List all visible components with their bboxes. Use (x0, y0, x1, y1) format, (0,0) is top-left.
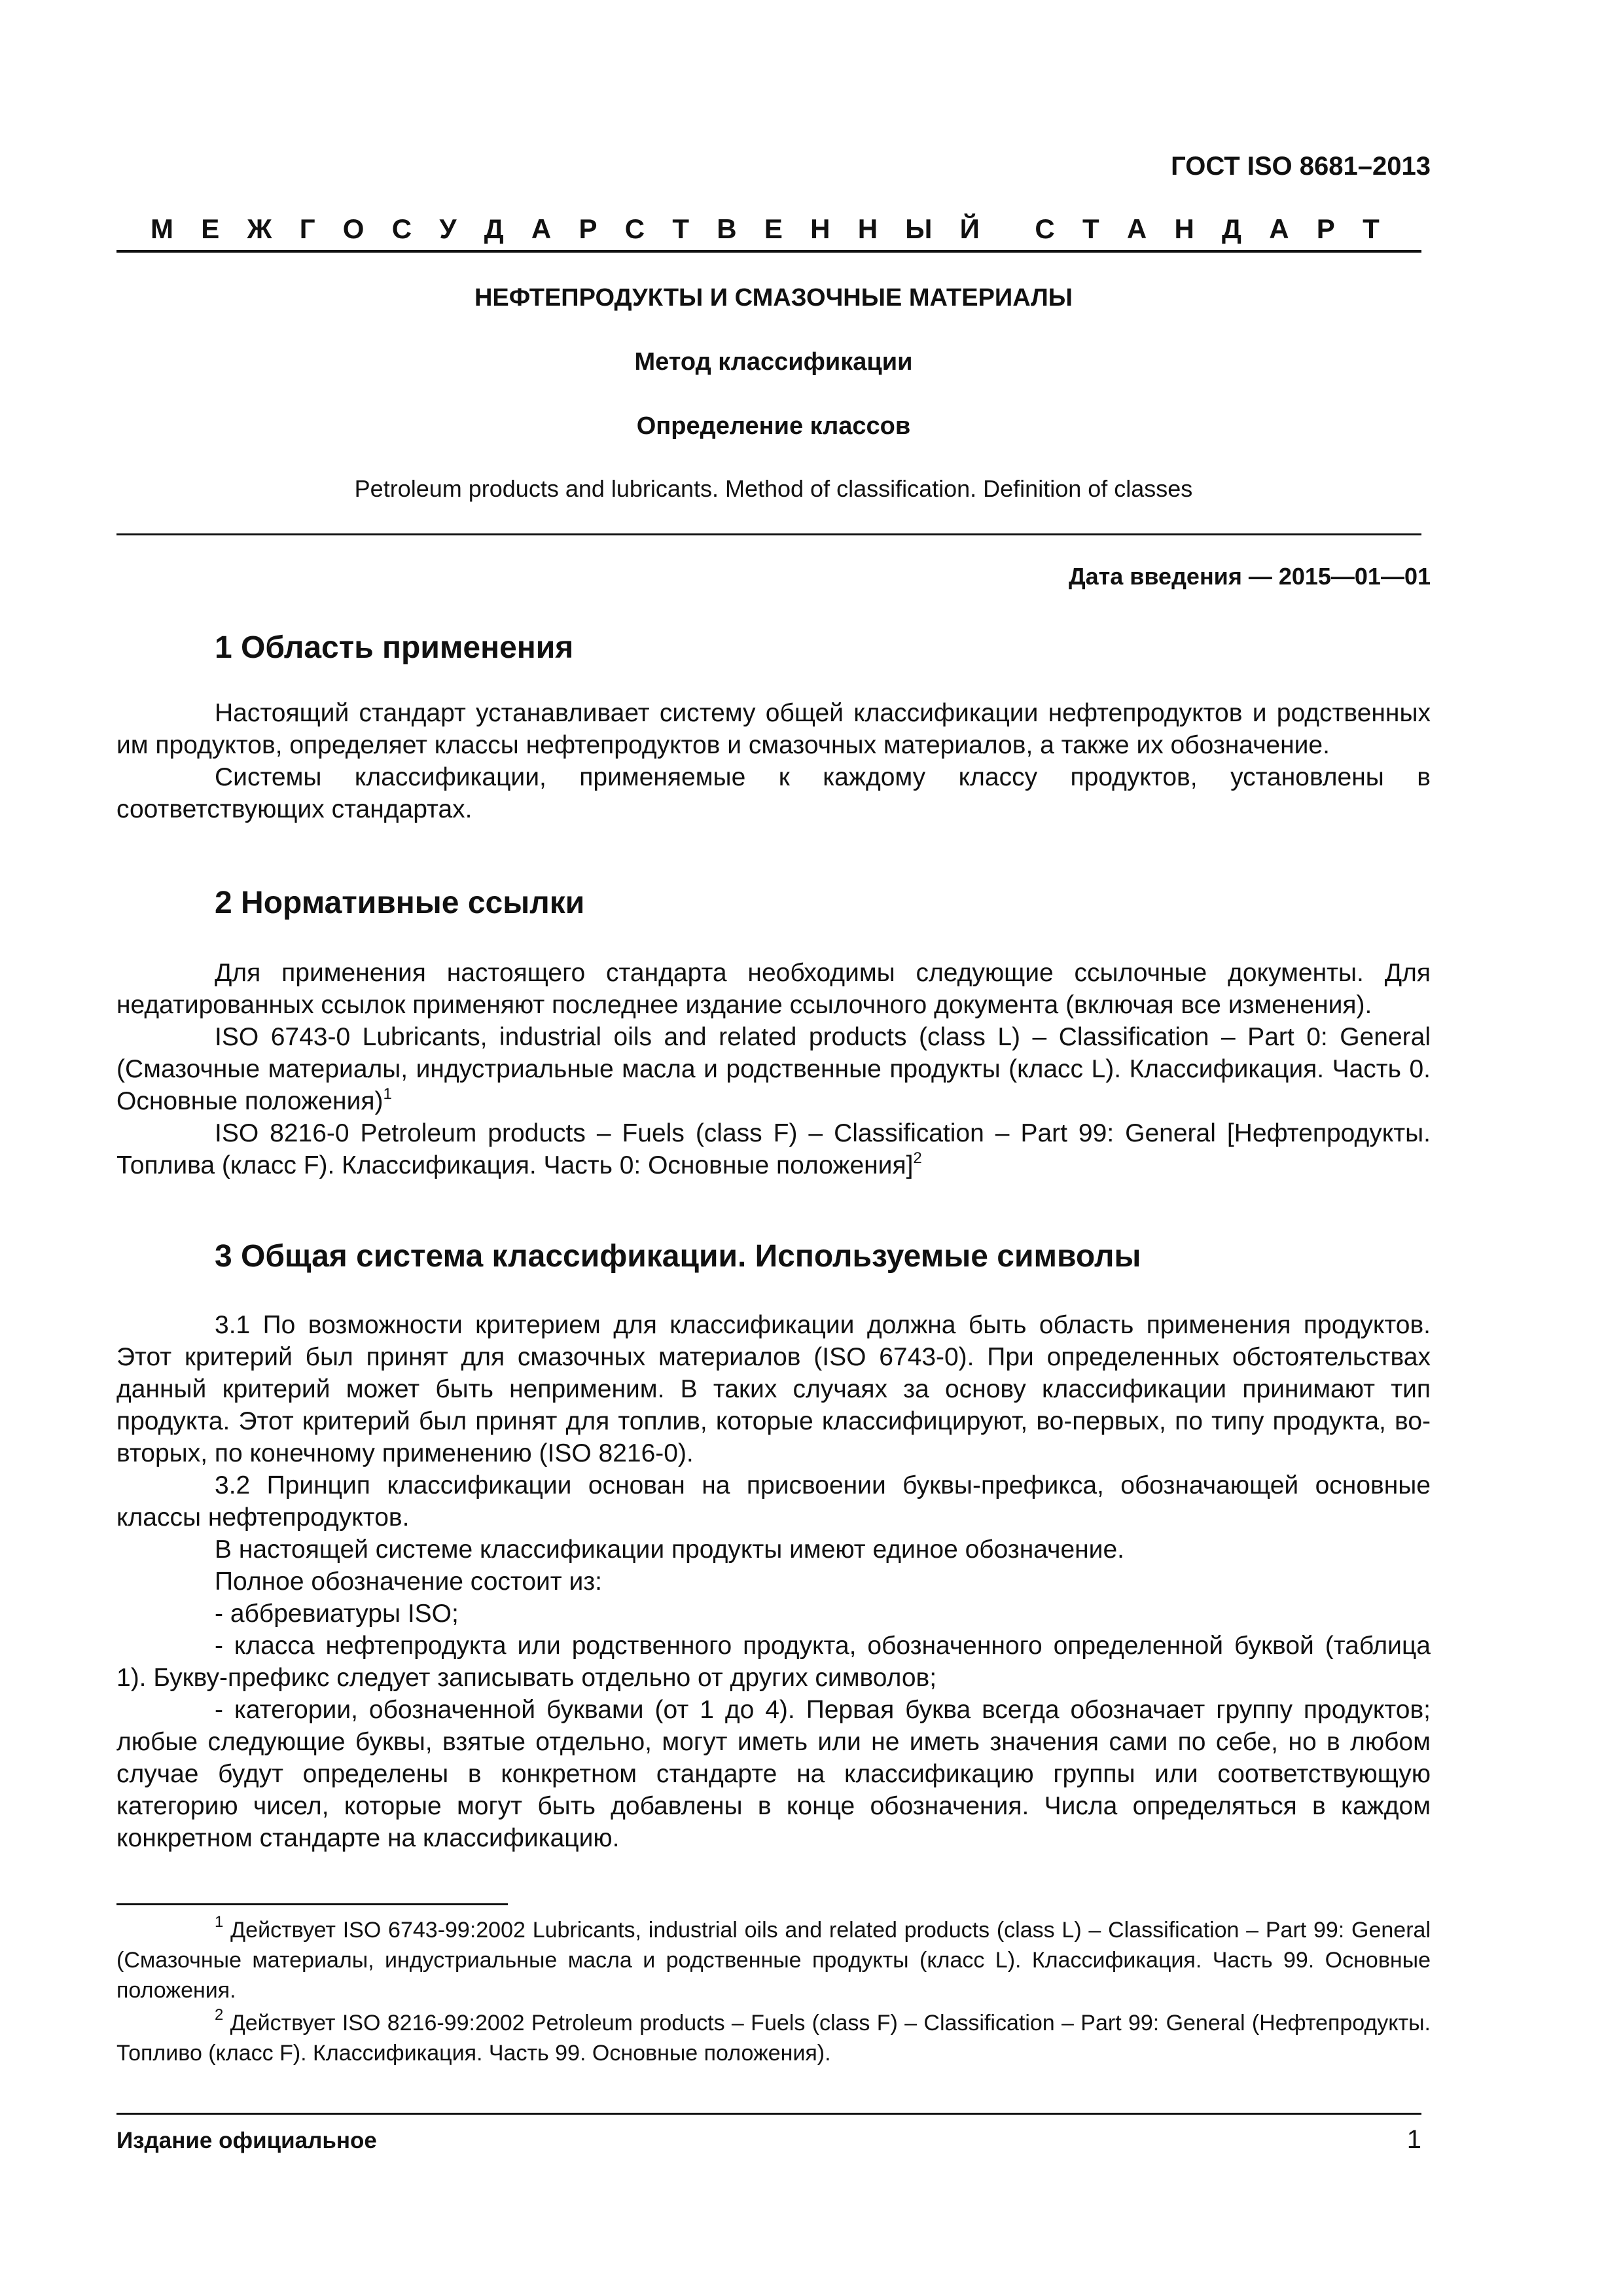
list-item: - категории, обозначенной буквами (от 1 до 4). Первая буква всегда обозначает группу продуктов; любые следующие буквы, взятые отдельно, могут иметь или не иметь значения сами по себе, но в любом случае будут определены в конкретном стандарте на классификацию группы или соответствующую категорию чисел, которые могут быть добавлены в конце обозначения. Числа определяться в каждом конкретном стандарте на классификацию. (116, 1696, 1431, 1852)
introduction-date: Дата введения — 2015—01—01 (1068, 563, 1431, 590)
banner-letter: Е (201, 213, 220, 244)
list-item: - класса нефтепродукта или родственного продукта, обозначенного определенной буквой (таблица 1). Букву-префикс следует записывать отдельно от других символов; (116, 1632, 1431, 1692)
footnote (116, 1915, 1431, 2005)
banner-letter: Й (959, 213, 980, 244)
banner-letter: С (391, 213, 412, 244)
reference-item (116, 1021, 1431, 1117)
page-number: 1 (1406, 2125, 1421, 2154)
footnote (116, 2008, 1431, 2068)
standard-banner (116, 213, 1431, 245)
footnote-divider (116, 1903, 508, 1905)
banner-letter: А (531, 213, 552, 244)
section-heading-references: 2 Нормативные ссылки (215, 886, 585, 920)
paragraph: Полное обозначение состоит из: (215, 1568, 602, 1596)
banner-letter: Г (299, 213, 315, 244)
page-footer (116, 2125, 1421, 2155)
reference-text: ISO 8216-0 Petroleum products – Fuels (class F) – Classification – Part 99: General [Нефтепродукты. Топлива (класс F). Классификация. Часть 0: Основные положения] (116, 1119, 1431, 1179)
banner-letter: Т (672, 213, 689, 244)
paragraph: Настоящий стандарт устанавливает систему общей классификации нефтепродуктов и родственных им продуктов, определяет классы нефтепродуктов и смазочных материалов, а также их обозначение. (116, 699, 1431, 759)
section-body-references (116, 957, 1431, 1181)
document-code: ГОСТ ISO 8681–2013 (1171, 152, 1431, 181)
banner-letter: А (1126, 213, 1147, 244)
section-heading-classification: 3 Общая система классификации. Используемые символы (215, 1239, 1141, 1274)
banner-letter: М (151, 213, 173, 244)
banner-letter: Е (764, 213, 783, 244)
banner-letter: В (717, 213, 737, 244)
footnote-mark: 2 (913, 1149, 922, 1167)
banner-letter: Н (1174, 213, 1194, 244)
footnote-number: 1 (215, 1913, 224, 1931)
banner-letter: Д (1222, 213, 1241, 244)
header-divider (116, 250, 1421, 253)
document-subtitle-2: Определение классов (636, 412, 911, 440)
footnote-number: 2 (215, 2006, 224, 2024)
document-subtitle: Метод классификации (634, 348, 913, 376)
list-item: - аббревиатуры ISO; (215, 1600, 459, 1628)
paragraph: В настоящей системе классификации продукты имеют единое обозначение. (215, 1535, 1124, 1564)
banner-letter: С (624, 213, 645, 244)
banner-letter: Т (1082, 213, 1099, 244)
banner-letter: Р (579, 213, 597, 244)
banner-letter: О (342, 213, 365, 244)
document-page (116, 0, 1431, 2296)
section-body-classification (116, 1309, 1431, 1854)
banner-letter: Д (484, 213, 504, 244)
banner-letter: Р (1316, 213, 1335, 244)
banner-letter: Т (1363, 213, 1380, 244)
paragraph: 3.1 По возможности критерием для классификации должна быть область применения продуктов. Этот критерий был принят для смазочных материалов (ISO 6743-0). При определенных обстоятельствах данный критерий может быть неприменим. В таких случаях за основу классификации принимают тип продукта. Этот критерий был принят для топлив, которые классифицируют, во-первых, по типу продукта, во-вторых, по конечному применению (ISO 8216-0). (116, 1311, 1431, 1467)
footnote-mark: 1 (383, 1085, 392, 1103)
reference-text: ISO 6743-0 Lubricants, industrial oils and related products (class L) – Classification – Part 0: General (Смазочные материалы, индустриальные масла и родственные продукты (класс L). Классификация. Часть 0. Основные положения) (116, 1023, 1431, 1115)
footnote-text: Действует ISO 6743-99:2002 Lubricants, industrial oils and related products (class L) – Classification – Part 99: General (Смазочные материалы, индустриальные масла и родственные продукты (класс L). Классификация. Часть 99. Основные положения. (116, 1918, 1431, 2003)
banner-letter: Н (810, 213, 830, 244)
document-title: НЕФТЕПРОДУКТЫ И СМАЗОЧНЫЕ МАТЕРИАЛЫ (474, 284, 1073, 312)
banner-letter: Н (857, 213, 878, 244)
banner-letter: А (1269, 213, 1289, 244)
english-title: Petroleum products and lubricants. Method of classification. Definition of classes (354, 475, 1193, 502)
edition-label: Издание официальное (116, 2128, 377, 2153)
reference-item (116, 1117, 1431, 1181)
footer-divider (116, 2113, 1421, 2115)
paragraph: Системы классификации, применяемые к каждому классу продуктов, установлены в соответствующих стандартах. (116, 763, 1431, 823)
section-body-scope (116, 697, 1431, 825)
title-divider (116, 533, 1421, 535)
paragraph: 3.2 Принцип классификации основан на присвоении буквы-префикса, обозначающей основные классы нефтепродуктов. (116, 1471, 1431, 1532)
paragraph: Для применения настоящего стандарта необходимы следующие ссылочные документы. Для недатированных ссылок применяют последнее издание ссылочного документа (включая все изменения). (116, 959, 1431, 1019)
banner-letter: Ж (247, 213, 272, 244)
banner-letter: У (439, 213, 457, 244)
footnote-text: Действует ISO 8216-99:2002 Petroleum products – Fuels (class F) – Classification – Part 99: General (Нефтепродукты. Топливо (класс F). Классификация. Часть 99. Основные положения). (116, 2011, 1431, 2066)
section-heading-scope: 1 Область применения (215, 630, 574, 665)
banner-letter: С (1035, 213, 1055, 244)
footnotes (116, 1915, 1431, 2071)
banner-letter: Ы (905, 213, 933, 244)
